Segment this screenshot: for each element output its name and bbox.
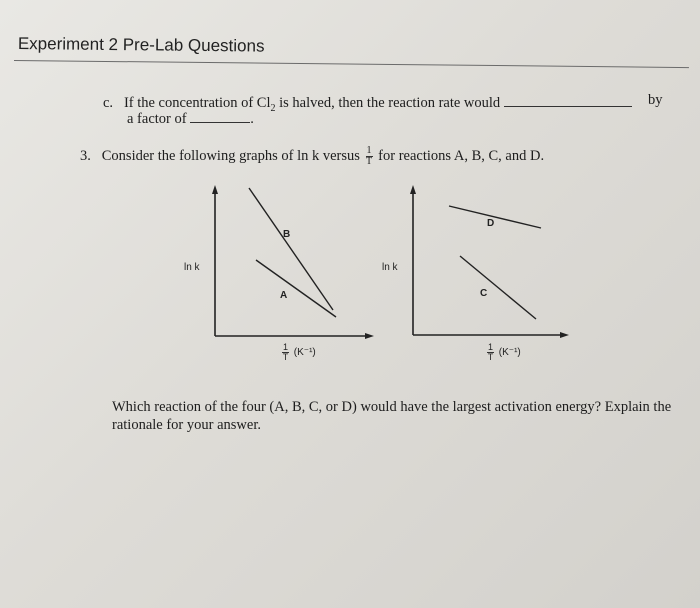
- question-c-text: If the concentration of Cl: [123, 95, 271, 111]
- question-c-text-after: is halved, then the reaction rate would: [275, 95, 501, 111]
- label-b: B: [283, 229, 291, 240]
- chlorine-subscript: 2: [270, 102, 276, 114]
- label-d: D: [487, 218, 495, 229]
- page-title: Experiment 2 Pre-Lab Questions: [17, 34, 265, 56]
- right-xlabel: $\frac{1}{T}$ (K⁻¹): [487, 342, 521, 362]
- question-3-text-after: for reactions A, B, C, and D.: [378, 147, 545, 164]
- question-3-text: Consider the following graphs of ln k versus: [101, 147, 360, 164]
- label-a: A: [280, 290, 288, 301]
- line-d: [449, 206, 541, 228]
- question-c-marker: c.: [103, 95, 114, 111]
- left-ylabel: ln k: [184, 262, 200, 273]
- label-c: C: [480, 288, 488, 299]
- activation-energy-question: Which reaction of the four (A, B, C, or D) would have the largest activation energy? Explain the rationale for your answer.: [112, 399, 672, 433]
- inverse-temperature-fraction: $\frac{1}{T}$: [365, 145, 373, 167]
- line-b: [249, 188, 333, 310]
- left-xlabel: $\frac{1}{T}$ (K⁻¹): [282, 342, 316, 362]
- question-3-number: 3.: [80, 147, 91, 164]
- line-a: [256, 260, 336, 317]
- right-y-arrow: [410, 185, 416, 194]
- left-x-arrow: [365, 333, 374, 339]
- line-c: [460, 256, 536, 319]
- left-y-arrow: [212, 185, 218, 194]
- question-c-period: .: [250, 111, 254, 127]
- question-c-factor-text: a factor of: [127, 111, 187, 127]
- right-ylabel: ln k: [382, 262, 398, 273]
- question-c-by: by: [648, 92, 663, 108]
- right-x-arrow: [560, 332, 569, 338]
